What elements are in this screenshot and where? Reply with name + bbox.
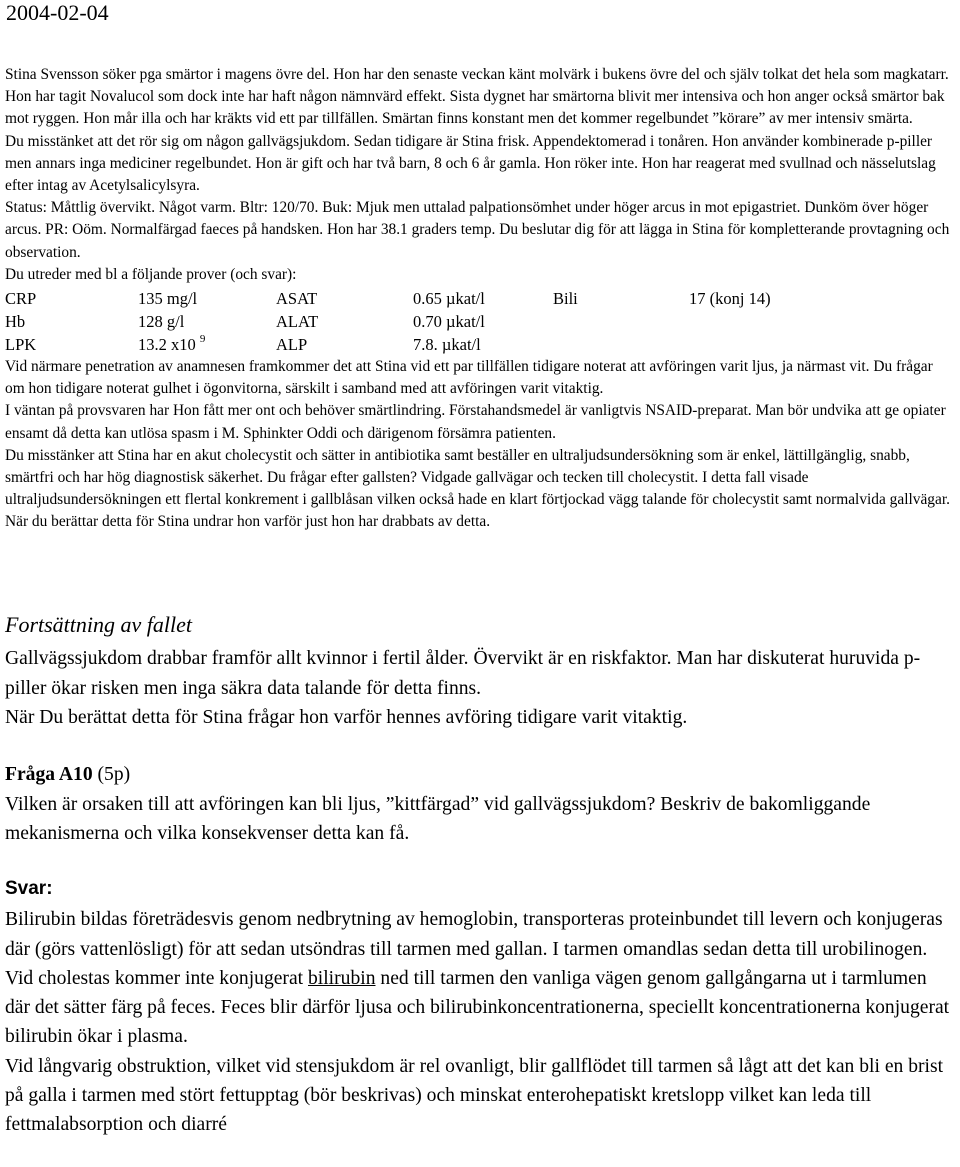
lab-results-table (5, 287, 771, 356)
bilirubin-link[interactable]: bilirubin (308, 967, 376, 989)
lab-value: 0.65 µkat/l (413, 289, 485, 309)
answer-paragraph: Bilirubin bildas företrädesvis genom nedbrytning av hemoglobin, transporteras proteinbundet till levern och konjugeras där (görs vattenlösligt) för att sedan utsöndras till tarmen med gallan. I tarmen omandlas sedan detta till urobilinogen. (5, 909, 943, 960)
lab-value-exponent: 9 (199, 332, 206, 345)
continuation-paragraph: Gallvägssjukdom drabbar framför allt kvinnor i fertil ålder. Övervikt är en riskfaktor. Man har diskuterat huruvida p-piller ökar risken men inga säkra data talande för detta finns. (5, 648, 921, 699)
lab-name: CRP (5, 289, 37, 309)
answer-paragraph: Vid långvarig obstruktion, vilket vid stensjukdom är rel ovanligt, blir gallflödet till tarmen så lågt att det kan bli en brist på galla i tarmen med stört fettupptag (bör beskrivas) och minskat enterohepatiskt kretslopp vilket kan leda till fettmalabsorption och diarré (5, 1055, 944, 1136)
answer-paragraph (5, 964, 955, 1052)
lab-value: 17 (konj 14) (689, 289, 771, 309)
continuation-paragraph: När Du berättat detta för Stina frågar hon varför hennes avföring tidigare varit vitaktig. (5, 707, 688, 728)
lab-value: 128 g/l (138, 312, 185, 332)
lab-name: LPK (5, 335, 37, 355)
table-row (5, 310, 771, 333)
lab-value: 135 mg/l (138, 289, 198, 309)
answer-section (5, 874, 955, 1140)
question-points: (5p) (92, 764, 131, 785)
lab-name: Bili (553, 289, 578, 309)
lab-name (553, 310, 689, 333)
case-paragraph: Stina Svensson söker pga smärtor i magens övre del. Hon har den senaste veckan känt molvärk i bukens övre del och själv tolkat det hela som magkatarr. Hon har tagit Novalucol som dock inte har haft någon nämnvärd effekt. Sista dygnet har smärtorna blivit mer intensiva och hon anger också smärtor bak mot ryggen. Hon mår illa och har kräkts vid ett par tillfällen. Smärtan finns konstant men det kommer regelbundet ”körare” av mer intensiv smärta. (5, 66, 949, 128)
lab-value (689, 333, 771, 356)
case-continuation (5, 610, 955, 733)
lab-value-cell (138, 333, 276, 356)
question-text: Vilken är orsaken till att avföringen kan bli ljus, ”kittfärgad” vid gallvägssjukdom? Beskriv de bakomliggande mekanismerna och vilka konsekvenser detta kan få. (5, 793, 871, 844)
lab-value (689, 310, 771, 333)
question-heading (5, 760, 955, 790)
lab-value: 0.70 µkat/l (413, 312, 485, 332)
table-row (5, 287, 771, 310)
case-paragraph: I väntan på provsvaren har Hon fått mer ont och behöver smärtlindring. Förstahandsmedel är vanligtvis NSAID-preparat. Man bör undvika att ge opiater ensamt då detta kan utlösa spasm i M. Sphinkter Oddi och därigenom försämra patienten. (5, 402, 946, 442)
table-row (5, 333, 771, 356)
case-paragraph: Vid närmare penetration av anamnesen framkommer det att Stina vid ett par tillfällen tidigare noterat att avföringen varit ljus, ja närmast vit. Du frågar om hon tidigare noterat gulhet i ögonvitorna, särskilt i samband med att avföringen varit vitaktig. (5, 358, 933, 398)
lab-value: 7.8. µkat/l (413, 335, 481, 355)
lab-name: ALP (276, 335, 308, 355)
question-title: Fråga A10 (5, 764, 93, 785)
lab-value: 13.2 x10 (138, 335, 196, 355)
document-date: 2004-02-04 (6, 0, 109, 25)
case-paragraph: Du misstänket att det rör sig om någon gallvägsjukdom. Sedan tidigare är Stina frisk. Appendektomerad i tonåren. Hon använder kombinerade p-piller men annars inga mediciner regelbundet. Hon är gift och har två barn, 8 och 6 år gamla. Hon röker inte. Hon har reagerat med svullnad och nässelutslag efter intag av Acetylsalicylsyra. (5, 132, 936, 195)
case-paragraph: Status: Måttlig övervikt. Något varm. Bltr: 120/70. Buk: Mjuk men uttalad palpationsömhet under höger arcus in mot epigastriet. Dunköm över höger arcus. PR: Oöm. Normalfärgad faeces på handsken. Hon har 38.1 graders temp. Du beslutar dig för att lägga in Stina för kompletterande provtagning och observation. (5, 199, 950, 261)
case-paragraph: Du misstänker att Stina har en akut cholecystit och sätter in antibiotika samt beställer en ultraljudsundersökning som är enkel, lättillgänglig, snabb, smärtfri och har hög diagnostisk säkerhet. Du frågar efter gallsten? Vidgade gallvägar och tecken till cholecystit. I detta fall visade ultraljudsundersökningen ett flertal konkrement i gallblåsan vilken också hade en klart förtjockad vägg talande för cholecystit samt normalvida gallvägar. När du berättar detta för Stina undrar hon varför just hon har drabbats av detta. (5, 446, 950, 531)
case-paragraph: Du utreder med bl a följande prover (och svar): (5, 265, 297, 283)
section-heading: Fortsättning av fallet (5, 612, 192, 637)
answer-text: ned till tarmen den vanliga vägen genom gallgångarna ut i tarmlumen där det sätter färg på feces. Feces blir därför ljusa och bilirubinkoncentrationerna, speciellt koncentrationerna konjugerat bilirubin ökar i plasma. (5, 967, 950, 1048)
question-section (5, 760, 955, 849)
lab-name: ASAT (276, 289, 318, 309)
lab-name (553, 333, 689, 356)
answer-text: Vid cholestas kommer inte konjugerat (5, 967, 308, 989)
lab-name: ALAT (276, 312, 319, 332)
lab-name: Hb (5, 312, 26, 332)
case-description (5, 64, 955, 534)
answer-title: Svar: (5, 878, 53, 899)
